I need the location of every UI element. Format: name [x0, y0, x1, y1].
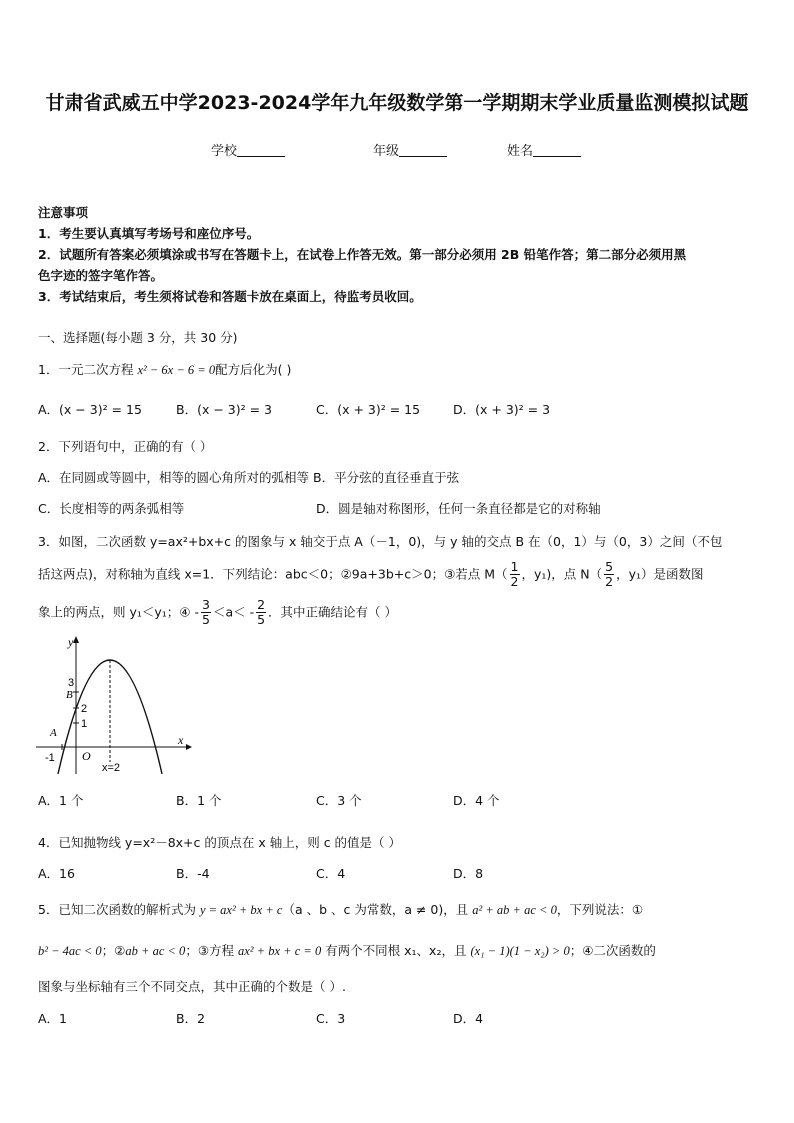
symmetry-label: x=2 — [102, 762, 121, 774]
q5-text: 有两个不同根 x₁、x₂，且 — [321, 943, 471, 958]
numerator: 1 — [510, 559, 519, 574]
option-a[interactable]: A．1 个 — [38, 793, 84, 808]
fraction — [201, 598, 211, 628]
page-title: 甘肃省武威五中学2023-2024学年九年级数学第一学期期末学业质量监测模拟试题 — [45, 92, 749, 114]
notes-item: 色字迹的签字笔作答。 — [38, 268, 164, 283]
parabola-graph — [36, 634, 196, 776]
grade-label: 年级 — [373, 144, 400, 159]
notes-item: 2．试题所有答案必须填涂或书写在答题卡上，在试卷上作答无效。第一部分必须用 2B 铅笔作答；第二部分必须用黑 — [38, 247, 687, 262]
option-b[interactable]: B．(x − 3)² = 3 — [176, 402, 272, 417]
name-label: 姓名 — [507, 144, 534, 159]
option-c[interactable]: C．3 — [316, 1011, 346, 1026]
denominator: 2 — [510, 574, 519, 590]
q5-math: ab + ac < 0 — [125, 944, 186, 958]
q5-text: 5．已知二次函数的解析式为 — [38, 902, 200, 917]
notes-item: 3．考试结束后，考生须将试卷和答题卡放在桌面上，待监考员收回。 — [38, 289, 422, 304]
option-d[interactable]: D．4 个 — [453, 793, 500, 808]
x-label: x — [178, 733, 184, 747]
q5-text: ，下列说法：① — [556, 902, 644, 917]
point-b-label: B — [66, 689, 73, 701]
q3-text: 象上的两点，则 y₁＜y₁；④ - — [38, 604, 199, 620]
q5-math: a² + ab + ac < 0 — [472, 903, 557, 917]
q3-text: ．其中正确结论有（ ） — [268, 604, 398, 620]
option-c[interactable]: C．4 — [316, 866, 346, 881]
question-4-stem: 4．已知抛物线 y=x²－8x+c 的顶点在 x 轴上，则 c 的值是（ ） — [38, 835, 402, 850]
q5-text: ；③方程 — [185, 943, 238, 958]
option-b[interactable]: B．1 个 — [176, 793, 222, 808]
q5-math: ax² + bx + c = 0 — [238, 944, 322, 958]
denominator: 2 — [605, 574, 614, 590]
q5-math: (x₁ − 1)(1 − x₂) > 0 — [470, 944, 570, 958]
option-d[interactable]: D．圆是轴对称图形，任何一条直径都是它的对称轴 — [316, 501, 601, 516]
numerator: 3 — [201, 597, 210, 612]
fraction — [510, 560, 520, 590]
option-d[interactable]: D．8 — [453, 866, 484, 881]
tick-label-3: 3 — [68, 677, 75, 689]
x-axis-arrow — [186, 744, 192, 750]
tick-label-2: 2 — [81, 703, 88, 715]
notes-heading: 注意事项 — [38, 205, 89, 220]
q3-text: ，y₁)，点 N（ — [521, 566, 603, 582]
option-a[interactable]: A．1 — [38, 1011, 68, 1026]
notes-item: 1．考生要认真填写考场号和座位序号。 — [38, 226, 260, 241]
q5-math: b² − 4ac < 0 — [38, 944, 102, 958]
y-axis-arrow — [73, 636, 79, 643]
option-c[interactable]: C．3 个 — [316, 793, 362, 808]
q5-text: （a 、b 、c 为常数，a ≠ 0)，且 — [282, 902, 473, 917]
school-field[interactable] — [211, 140, 285, 159]
option-d[interactable]: D．(x + 3)² = 3 — [453, 402, 551, 417]
option-a[interactable]: A．在同圆或等圆中，相等的圆心角所对的弧相等 B．平分弦的直径垂直于弦 — [38, 470, 460, 485]
question-1-stem — [38, 360, 291, 378]
school-label: 学校 — [211, 144, 238, 159]
question-3-line: 3．如图，二次函数 y=ax²+bx+c 的图象与 x 轴交于点 A（－1，0)，与 y 轴的交点 B 在（0，1）与（0，3）之间（不包 — [38, 534, 723, 549]
origin-label: O — [82, 749, 91, 763]
name-blank[interactable] — [533, 144, 581, 157]
tick-label-minus-1: -1 — [45, 752, 55, 764]
option-a[interactable]: A．16 — [38, 866, 75, 881]
y-label: y — [68, 635, 74, 649]
grade-blank[interactable] — [399, 144, 447, 157]
name-field[interactable] — [507, 140, 581, 159]
q1-stem-b: 配方后化为( ) — [215, 362, 292, 377]
question-3-line — [38, 560, 703, 590]
q1-stem-a: 1．一元二次方程 — [38, 362, 138, 377]
question-3-line — [38, 598, 397, 628]
fraction — [604, 560, 614, 590]
q1-equation: x² − 6x − 6 = 0 — [137, 363, 216, 377]
q3-text: 括这两点)，对称轴为直线 x=1．下列结论：abc＜0；②9a+3b+c＞0；③若点 M（ — [38, 566, 508, 582]
q5-math: y = ax² + bx + c — [199, 903, 283, 917]
grade-field[interactable] — [373, 140, 447, 159]
q3-text: ，y₁）是函数图 — [616, 566, 704, 582]
section-heading: 一、选择题(每小题 3 分，共 30 分) — [38, 330, 238, 345]
point-a-label: A — [50, 727, 57, 739]
numerator: 5 — [605, 559, 614, 574]
q3-text: ＜a＜ - — [212, 604, 255, 620]
option-c[interactable]: C．(x + 3)² = 15 — [316, 402, 421, 417]
option-b[interactable]: B．-4 — [176, 866, 210, 881]
question-5-line — [38, 941, 656, 959]
q5-text: ；④二次函数的 — [569, 943, 656, 958]
question-5-line — [38, 900, 643, 918]
question-2-stem: 2．下列语句中，正确的有（ ） — [38, 439, 213, 454]
numerator: 2 — [257, 597, 266, 612]
school-blank[interactable] — [237, 144, 285, 157]
q5-text: ；② — [101, 943, 126, 958]
fraction — [256, 598, 266, 628]
option-d[interactable]: D．4 — [453, 1011, 484, 1026]
question-5-line: 图象与坐标轴有三个不同交点，其中正确的个数是（ ）. — [38, 979, 346, 994]
denominator: 5 — [257, 612, 266, 628]
tick-label-1: 1 — [81, 718, 88, 730]
option-c[interactable]: C．长度相等的两条弧相等 — [38, 501, 185, 516]
denominator: 5 — [201, 612, 210, 628]
option-b[interactable]: B．2 — [176, 1011, 206, 1026]
option-a[interactable]: A．(x − 3)² = 15 — [38, 402, 142, 417]
